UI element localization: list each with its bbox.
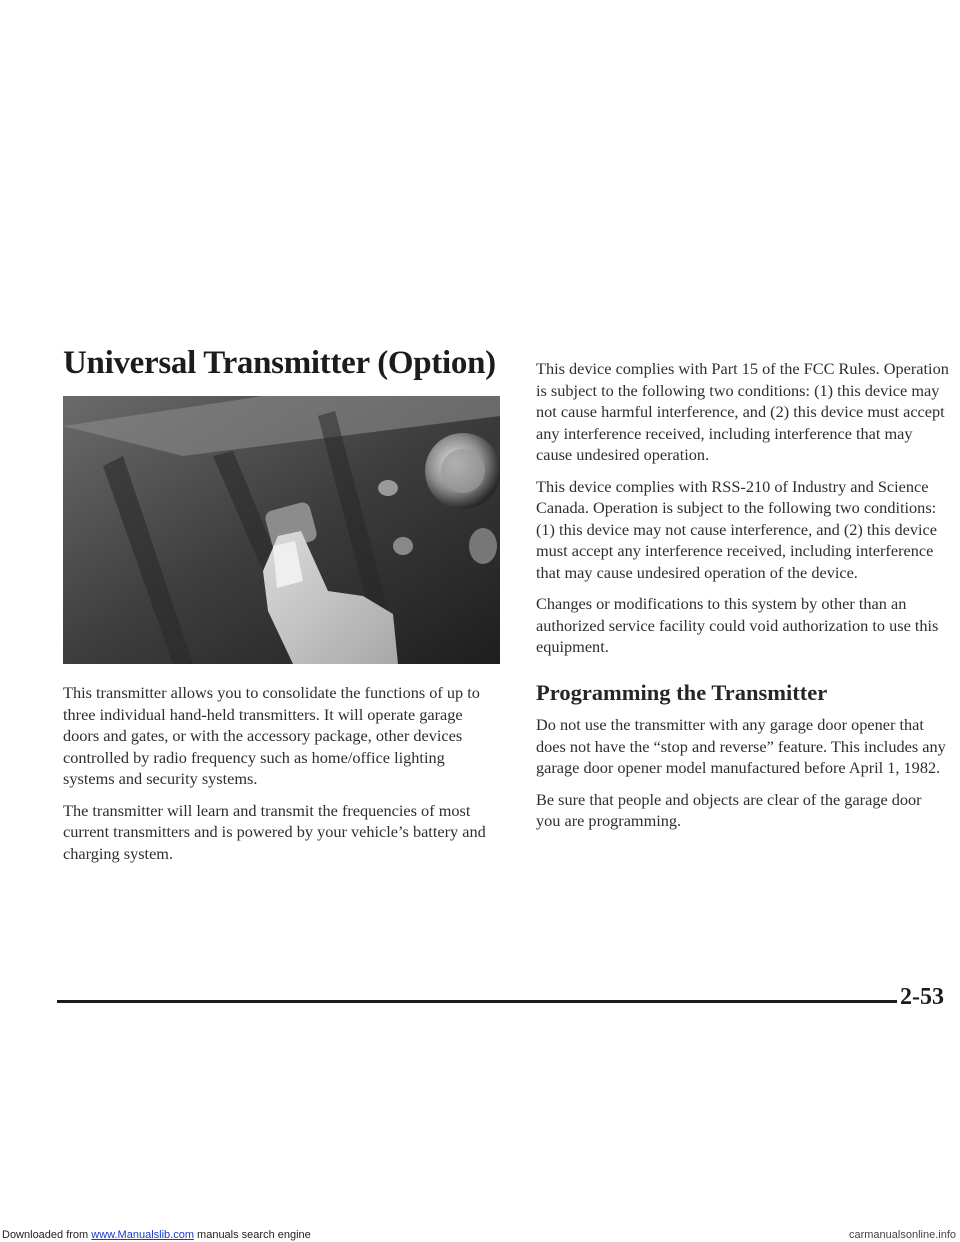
modifications-paragraph: Changes or modifications to this system by other than an authorized service facility could void authorization to use this equipment.: [536, 594, 939, 656]
watermark-text: carmanualsonline.info: [848, 1229, 956, 1241]
section-heading: Programming the Transmitter: [536, 680, 828, 705]
transmitter-photo: [63, 396, 500, 664]
body-paragraph: The transmitter will learn and transmit the frequencies of most current transmitters and is powered by your vehicle’s battery and charging system.: [63, 800, 486, 863]
manualslib-link[interactable]: www.Manualslib.com: [91, 1229, 194, 1241]
body-paragraph: Do not use the transmitter with any garage door opener that does not have the “stop and reverse” feature. This includes any garage door opener model manufactured before April 1, 1982.: [536, 715, 946, 777]
right-column: [536, 358, 950, 668]
footer-prefix: Downloaded from: [2, 1229, 92, 1241]
page-title: Universal Transmitter (Option): [63, 345, 496, 381]
programming-section: [536, 714, 946, 842]
footer-suffix: manuals search engine: [193, 1229, 311, 1241]
body-paragraph: This transmitter allows you to consolidate the functions of up to three individual hand-held transmitters. It will operate garage doors and gates, or with the accessory package, other devices controlled by radio frequency such as home/office lighting systems and security systems.: [63, 683, 480, 788]
footer-rule: [57, 1000, 897, 1003]
left-column: [63, 682, 493, 874]
fcc-paragraph: This device complies with Part 15 of the FCC Rules. Operation is subject to the following two conditions: (1) this device may not cause harmful interference, and (2) this device must accept any interference received, including interference that may cause undesired operation.: [536, 359, 949, 464]
footer-source: [2, 1228, 311, 1242]
page-number: 2-53: [900, 984, 944, 1010]
rss-paragraph: This device complies with RSS-210 of Industry and Science Canada. Operation is subject to the following two conditions: (1) this device may not cause interference, and (2) this device must accept any interference received, including interference that may cause undesired operation of the device.: [536, 476, 937, 582]
body-paragraph: Be sure that people and objects are clear of the garage door you are programming.: [536, 789, 922, 830]
download-footer: [0, 1228, 960, 1242]
